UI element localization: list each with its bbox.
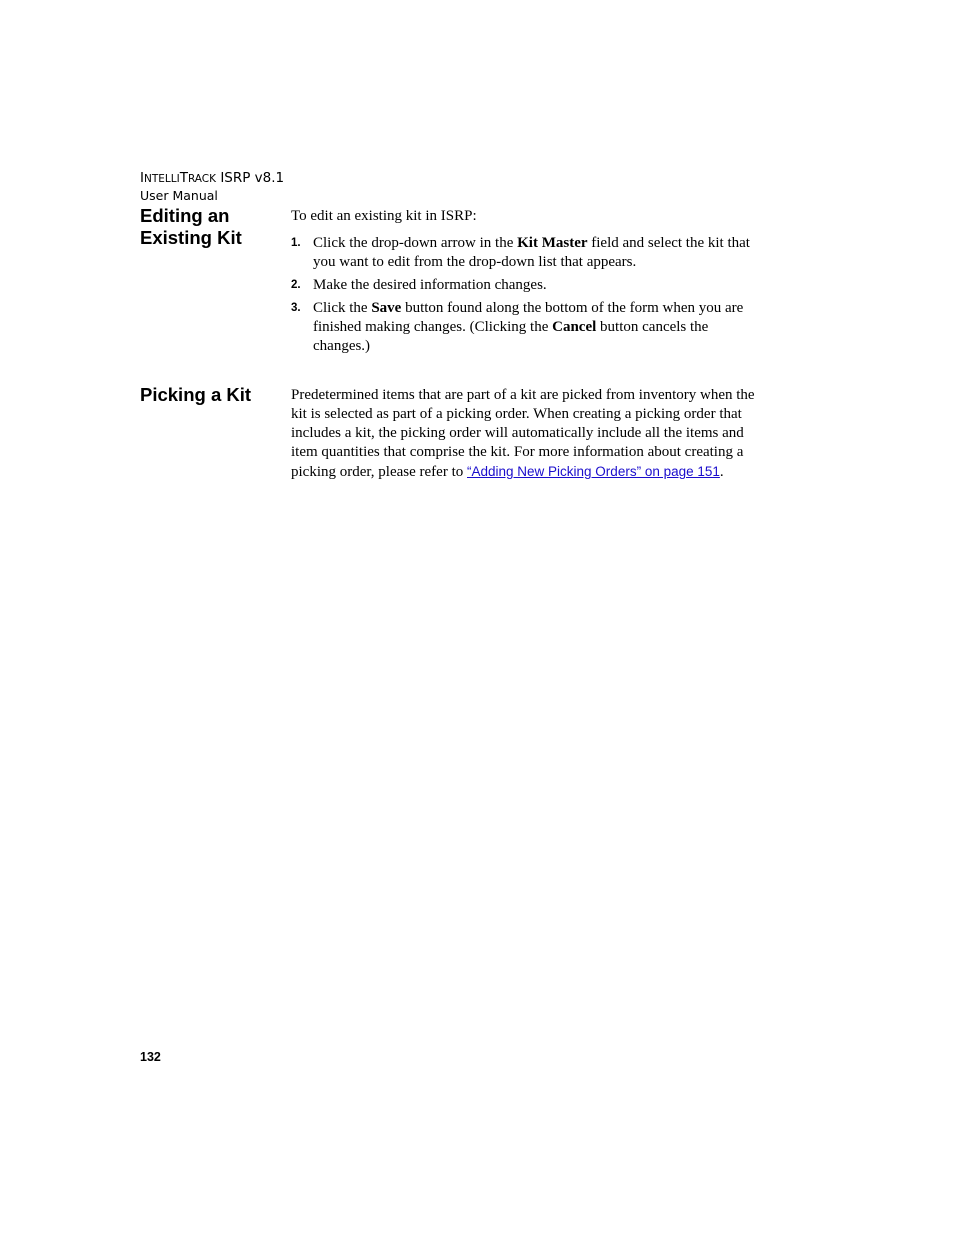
section-heading-picking-kit: Picking a Kit	[140, 384, 252, 405]
step-number: 2.	[291, 279, 301, 291]
running-header	[140, 169, 284, 204]
paragraph: Predetermined items that are part of a kit are picked from inventory when the kit is selected as part of a picking order. When creating a picking order that includes a kit, the picking order will automatically include all the items and item quantities that comprise the kit. For more information about creating a picking order, please refer to “Adding New Picking Orders” on page 151.	[291, 387, 755, 480]
section-body-picking-kit	[291, 386, 761, 482]
step-number: 3.	[291, 302, 301, 314]
step-text: Make the desired information changes.	[313, 277, 547, 293]
section-body-editing-kit	[291, 207, 761, 360]
button-name: Cancel	[552, 319, 597, 335]
field-name: Kit Master	[517, 235, 588, 251]
step-text: Click the Save button found along the bottom of the form when you are finished making changes. (Clicking the Cancel button cancels the changes.)	[313, 300, 744, 354]
section-intro: To edit an existing kit in ISRP:	[291, 208, 477, 224]
button-name: Save	[371, 300, 402, 316]
steps-list	[291, 234, 761, 356]
cross-reference-link[interactable]: “Adding New Picking Orders” on page 151	[467, 464, 720, 479]
step-text: Click the drop-down arrow in the Kit Master field and select the kit that you want to edit from the drop-down list that appears.	[313, 235, 750, 270]
step-number: 1.	[291, 237, 301, 249]
step-item	[291, 234, 761, 272]
product-title: INTELLITRACK ISRP v8.1	[140, 170, 285, 186]
page-number: 132	[140, 1050, 161, 1064]
step-item	[291, 299, 761, 356]
manual-subtitle: User Manual	[140, 188, 218, 203]
step-item	[291, 276, 761, 295]
section-heading-editing-kit: Editing an Existing Kit	[140, 205, 242, 248]
